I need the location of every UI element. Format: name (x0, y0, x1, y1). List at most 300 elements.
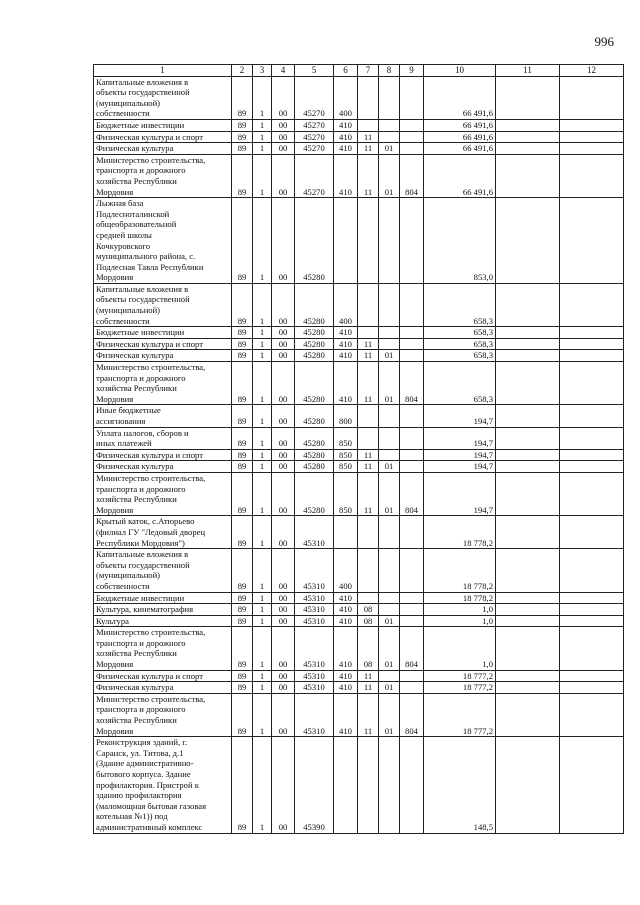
code-cell: 89 (232, 350, 253, 362)
code-cell: 11 (358, 350, 379, 362)
code-cell: 11 (358, 131, 379, 143)
code-cell: 410 (334, 338, 358, 350)
row-name-cell: Физическая культура и спорт (94, 670, 232, 682)
code-cell (358, 76, 379, 119)
row-name-cell: Министерство строительства, транспорта и дорожного хозяйства Республики Мордовия (94, 472, 232, 515)
code-cell: 1 (253, 682, 272, 694)
amount-cell: 194,7 (424, 461, 496, 473)
code-cell: 800 (334, 405, 358, 427)
empty-cell (496, 350, 560, 362)
code-cell: 00 (272, 461, 295, 473)
code-cell (358, 327, 379, 339)
code-cell: 45280 (295, 461, 334, 473)
empty-cell (560, 615, 624, 627)
code-cell: 1 (253, 350, 272, 362)
code-cell: 410 (334, 119, 358, 131)
row-name-cell: Реконструкция зданий, г. Саранск, ул. Титова, д.1 (Здание административно- бытового корпуса. Здание профилактория. Пристрой к зданию профилактория (маломощная бытовая газовая котельная №1)) под административный комплекс (94, 737, 232, 833)
code-cell: 11 (358, 472, 379, 515)
code-cell: 1 (253, 143, 272, 155)
code-cell: 08 (358, 604, 379, 616)
table-row (94, 327, 624, 339)
table-row (94, 405, 624, 427)
code-cell: 45270 (295, 154, 334, 197)
code-cell: 00 (272, 693, 295, 736)
row-name-cell: Физическая культура (94, 461, 232, 473)
code-cell: 00 (272, 670, 295, 682)
code-cell (400, 737, 424, 833)
empty-cell (496, 615, 560, 627)
code-cell: 1 (253, 327, 272, 339)
table-row (94, 516, 624, 549)
empty-cell (560, 283, 624, 326)
code-cell: 410 (334, 350, 358, 362)
table-row (94, 449, 624, 461)
code-cell: 45280 (295, 338, 334, 350)
code-cell: 11 (358, 338, 379, 350)
code-cell: 00 (272, 143, 295, 155)
code-cell (400, 604, 424, 616)
code-cell: 400 (334, 76, 358, 119)
code-cell: 11 (358, 362, 379, 405)
code-cell: 45270 (295, 119, 334, 131)
code-cell: 1 (253, 362, 272, 405)
code-cell: 89 (232, 405, 253, 427)
code-cell (379, 327, 400, 339)
code-cell: 1 (253, 615, 272, 627)
code-cell: 410 (334, 143, 358, 155)
code-cell: 89 (232, 327, 253, 339)
amount-cell: 194,7 (424, 472, 496, 515)
empty-cell (560, 405, 624, 427)
amount-cell: 658,3 (424, 327, 496, 339)
empty-cell (496, 461, 560, 473)
code-cell: 89 (232, 338, 253, 350)
code-cell: 01 (379, 350, 400, 362)
code-cell (379, 198, 400, 284)
row-name-cell: Капитальные вложения в объекты государственной (муниципальной) собственности (94, 76, 232, 119)
empty-cell (560, 592, 624, 604)
code-cell (400, 350, 424, 362)
code-cell: 00 (272, 338, 295, 350)
code-cell (400, 516, 424, 549)
column-header: 1 (94, 65, 232, 77)
code-cell (379, 449, 400, 461)
code-cell: 89 (232, 737, 253, 833)
code-cell: 1 (253, 198, 272, 284)
code-cell (379, 592, 400, 604)
code-cell: 11 (358, 682, 379, 694)
table-row (94, 338, 624, 350)
column-header: 11 (496, 65, 560, 77)
amount-cell: 853,0 (424, 198, 496, 284)
code-cell: 89 (232, 427, 253, 449)
amount-cell: 658,3 (424, 362, 496, 405)
empty-cell (496, 405, 560, 427)
code-cell: 804 (400, 362, 424, 405)
code-cell (379, 119, 400, 131)
code-cell: 11 (358, 143, 379, 155)
table-row (94, 627, 624, 670)
empty-cell (560, 350, 624, 362)
code-cell (358, 427, 379, 449)
code-cell: 1 (253, 449, 272, 461)
empty-cell (560, 461, 624, 473)
row-name-cell: Физическая культура (94, 682, 232, 694)
code-cell: 89 (232, 362, 253, 405)
code-cell: 1 (253, 549, 272, 592)
page-number: 996 (594, 34, 614, 49)
code-cell: 45310 (295, 693, 334, 736)
column-header: 7 (358, 65, 379, 77)
empty-cell (496, 338, 560, 350)
code-cell: 45280 (295, 362, 334, 405)
code-cell (379, 338, 400, 350)
code-cell: 1 (253, 461, 272, 473)
amount-cell: 658,3 (424, 283, 496, 326)
empty-cell (496, 449, 560, 461)
code-cell: 00 (272, 327, 295, 339)
code-cell (400, 449, 424, 461)
code-cell: 89 (232, 154, 253, 197)
code-cell: 89 (232, 693, 253, 736)
row-name-cell: Бюджетные инвестиции (94, 327, 232, 339)
code-cell: 45280 (295, 198, 334, 284)
code-cell (379, 283, 400, 326)
code-cell: 45280 (295, 350, 334, 362)
empty-cell (560, 549, 624, 592)
row-name-cell: Физическая культура и спорт (94, 131, 232, 143)
empty-cell (496, 592, 560, 604)
empty-cell (496, 472, 560, 515)
code-cell (400, 143, 424, 155)
row-name-cell: Физическая культура и спорт (94, 449, 232, 461)
code-cell: 1 (253, 737, 272, 833)
code-cell (379, 737, 400, 833)
code-cell: 45310 (295, 615, 334, 627)
row-name-cell: Культура, кинематография (94, 604, 232, 616)
amount-cell: 18 778,2 (424, 592, 496, 604)
amount-cell: 18 777,2 (424, 670, 496, 682)
code-cell: 00 (272, 682, 295, 694)
empty-cell (496, 604, 560, 616)
code-cell: 45310 (295, 627, 334, 670)
amount-cell: 18 778,2 (424, 516, 496, 549)
amount-cell: 194,7 (424, 449, 496, 461)
code-cell: 00 (272, 119, 295, 131)
code-cell: 89 (232, 670, 253, 682)
amount-cell: 66 491,6 (424, 131, 496, 143)
row-name-cell: Крытый каток, с.Атюрьево (филиал ГУ "Ледовый дворец Республики Мордовия") (94, 516, 232, 549)
empty-cell (560, 472, 624, 515)
table-row (94, 154, 624, 197)
code-cell: 45280 (295, 472, 334, 515)
code-cell: 1 (253, 338, 272, 350)
row-name-cell: Министерство строительства, транспорта и дорожного хозяйства Республики Мордовия (94, 693, 232, 736)
code-cell: 00 (272, 549, 295, 592)
code-cell: 45310 (295, 549, 334, 592)
code-cell: 00 (272, 154, 295, 197)
row-name-cell: Министерство строительства, транспорта и дорожного хозяйства Республики Мордовия (94, 627, 232, 670)
code-cell: 11 (358, 449, 379, 461)
code-cell: 89 (232, 449, 253, 461)
code-cell (358, 198, 379, 284)
row-name-cell: Лыжная база Подлесноталинской общеобразовательной средней школы Кочкуровского муниципального района, с. Подлесная Тавла Республики Мордовия (94, 198, 232, 284)
code-cell: 00 (272, 449, 295, 461)
code-cell (358, 516, 379, 549)
empty-cell (560, 737, 624, 833)
code-cell: 1 (253, 427, 272, 449)
code-cell: 410 (334, 327, 358, 339)
code-cell: 45310 (295, 670, 334, 682)
code-cell: 400 (334, 549, 358, 592)
code-cell: 01 (379, 362, 400, 405)
table-row (94, 461, 624, 473)
code-cell: 00 (272, 427, 295, 449)
empty-cell (560, 627, 624, 670)
code-cell: 89 (232, 131, 253, 143)
code-cell: 01 (379, 472, 400, 515)
code-cell: 1 (253, 119, 272, 131)
amount-cell: 1,0 (424, 627, 496, 670)
code-cell: 45270 (295, 143, 334, 155)
code-cell: 89 (232, 143, 253, 155)
code-cell: 45310 (295, 682, 334, 694)
code-cell: 45270 (295, 76, 334, 119)
amount-cell: 194,7 (424, 405, 496, 427)
code-cell (358, 592, 379, 604)
code-cell (358, 119, 379, 131)
code-cell (400, 283, 424, 326)
code-cell (400, 405, 424, 427)
table-row (94, 427, 624, 449)
code-cell (379, 516, 400, 549)
code-cell: 45280 (295, 405, 334, 427)
code-cell (334, 516, 358, 549)
code-cell (400, 76, 424, 119)
code-cell: 410 (334, 615, 358, 627)
empty-cell (496, 327, 560, 339)
column-header: 12 (560, 65, 624, 77)
code-cell (379, 670, 400, 682)
table-row (94, 615, 624, 627)
code-cell: 00 (272, 592, 295, 604)
code-cell (400, 338, 424, 350)
code-cell: 11 (358, 693, 379, 736)
code-cell: 00 (272, 76, 295, 119)
code-cell: 45310 (295, 516, 334, 549)
code-cell: 400 (334, 283, 358, 326)
code-cell: 45280 (295, 283, 334, 326)
code-cell (379, 405, 400, 427)
row-name-cell: Министерство строительства, транспорта и дорожного хозяйства Республики Мордовия (94, 362, 232, 405)
amount-cell: 658,3 (424, 350, 496, 362)
table-row (94, 283, 624, 326)
column-header: 2 (232, 65, 253, 77)
table-row (94, 592, 624, 604)
code-cell (400, 592, 424, 604)
code-cell: 01 (379, 615, 400, 627)
empty-cell (560, 131, 624, 143)
code-cell (358, 405, 379, 427)
code-cell: 410 (334, 682, 358, 694)
code-cell: 45280 (295, 327, 334, 339)
amount-cell: 194,7 (424, 427, 496, 449)
code-cell: 1 (253, 76, 272, 119)
code-cell: 00 (272, 615, 295, 627)
empty-cell (496, 154, 560, 197)
code-cell (334, 737, 358, 833)
code-cell (400, 119, 424, 131)
row-name-cell: Уплата налогов, сборов и иных платежей (94, 427, 232, 449)
code-cell: 410 (334, 670, 358, 682)
amount-cell: 1,0 (424, 615, 496, 627)
code-cell: 00 (272, 131, 295, 143)
code-cell (379, 549, 400, 592)
code-cell: 410 (334, 362, 358, 405)
row-name-cell: Бюджетные инвестиции (94, 119, 232, 131)
code-cell (400, 615, 424, 627)
code-cell: 11 (358, 670, 379, 682)
empty-cell (496, 283, 560, 326)
row-name-cell: Капитальные вложения в объекты государственной (муниципальной) собственности (94, 549, 232, 592)
table-row (94, 472, 624, 515)
code-cell: 1 (253, 592, 272, 604)
amount-cell: 66 491,6 (424, 143, 496, 155)
code-cell: 804 (400, 154, 424, 197)
code-cell: 1 (253, 405, 272, 427)
code-cell: 00 (272, 737, 295, 833)
empty-cell (560, 682, 624, 694)
empty-cell (496, 143, 560, 155)
empty-cell (496, 670, 560, 682)
table-body (94, 76, 624, 833)
code-cell: 89 (232, 472, 253, 515)
code-cell: 1 (253, 627, 272, 670)
empty-cell (560, 143, 624, 155)
code-cell: 850 (334, 461, 358, 473)
code-cell (358, 283, 379, 326)
empty-cell (560, 449, 624, 461)
code-cell: 804 (400, 472, 424, 515)
empty-cell (560, 670, 624, 682)
code-cell: 89 (232, 615, 253, 627)
code-cell: 89 (232, 461, 253, 473)
row-name-cell: Бюджетные инвестиции (94, 592, 232, 604)
table-row (94, 604, 624, 616)
code-cell: 01 (379, 154, 400, 197)
code-cell: 00 (272, 472, 295, 515)
code-cell (400, 427, 424, 449)
code-cell: 00 (272, 362, 295, 405)
code-cell: 00 (272, 283, 295, 326)
code-cell: 89 (232, 682, 253, 694)
amount-cell: 66 491,6 (424, 76, 496, 119)
amount-cell: 658,3 (424, 338, 496, 350)
code-cell: 45310 (295, 604, 334, 616)
row-name-cell: Капитальные вложения в объекты государственной (муниципальной) собственности (94, 283, 232, 326)
code-cell: 1 (253, 670, 272, 682)
amount-cell: 148,5 (424, 737, 496, 833)
code-cell: 01 (379, 143, 400, 155)
column-header: 9 (400, 65, 424, 77)
code-cell (379, 604, 400, 616)
empty-cell (496, 131, 560, 143)
table-row (94, 737, 624, 833)
empty-cell (496, 427, 560, 449)
code-cell: 89 (232, 549, 253, 592)
code-cell (400, 549, 424, 592)
empty-cell (496, 549, 560, 592)
code-cell: 00 (272, 350, 295, 362)
table-row (94, 76, 624, 119)
empty-cell (560, 604, 624, 616)
code-cell: 89 (232, 604, 253, 616)
empty-cell (496, 198, 560, 284)
table-row (94, 670, 624, 682)
empty-cell (560, 119, 624, 131)
empty-cell (496, 682, 560, 694)
column-header: 6 (334, 65, 358, 77)
code-cell: 45280 (295, 427, 334, 449)
code-cell: 1 (253, 693, 272, 736)
code-cell (400, 198, 424, 284)
row-name-cell: Физическая культура и спорт (94, 338, 232, 350)
code-cell: 1 (253, 131, 272, 143)
code-cell: 45390 (295, 737, 334, 833)
empty-cell (496, 627, 560, 670)
code-cell: 850 (334, 449, 358, 461)
code-cell: 804 (400, 627, 424, 670)
code-cell: 1 (253, 472, 272, 515)
code-cell: 00 (272, 604, 295, 616)
row-name-cell: Иные бюджетные ассигнования (94, 405, 232, 427)
code-cell: 01 (379, 627, 400, 670)
code-cell: 00 (272, 627, 295, 670)
code-cell: 410 (334, 131, 358, 143)
code-cell (379, 427, 400, 449)
budget-table (93, 64, 624, 834)
code-cell: 01 (379, 682, 400, 694)
table-row (94, 198, 624, 284)
code-cell (400, 461, 424, 473)
code-cell: 89 (232, 76, 253, 119)
code-cell: 08 (358, 627, 379, 670)
code-cell: 410 (334, 592, 358, 604)
code-cell (334, 198, 358, 284)
code-cell: 45270 (295, 131, 334, 143)
empty-cell (560, 76, 624, 119)
code-cell: 89 (232, 516, 253, 549)
code-cell: 410 (334, 154, 358, 197)
empty-cell (496, 362, 560, 405)
empty-cell (560, 516, 624, 549)
column-header: 3 (253, 65, 272, 77)
code-cell: 45280 (295, 449, 334, 461)
empty-cell (496, 76, 560, 119)
empty-cell (560, 338, 624, 350)
code-cell: 1 (253, 516, 272, 549)
column-header: 4 (272, 65, 295, 77)
column-header: 10 (424, 65, 496, 77)
table-row (94, 143, 624, 155)
empty-cell (560, 693, 624, 736)
code-cell: 01 (379, 693, 400, 736)
empty-cell (560, 427, 624, 449)
amount-cell: 66 491,6 (424, 119, 496, 131)
table-row (94, 131, 624, 143)
code-cell: 01 (379, 461, 400, 473)
code-cell: 89 (232, 119, 253, 131)
